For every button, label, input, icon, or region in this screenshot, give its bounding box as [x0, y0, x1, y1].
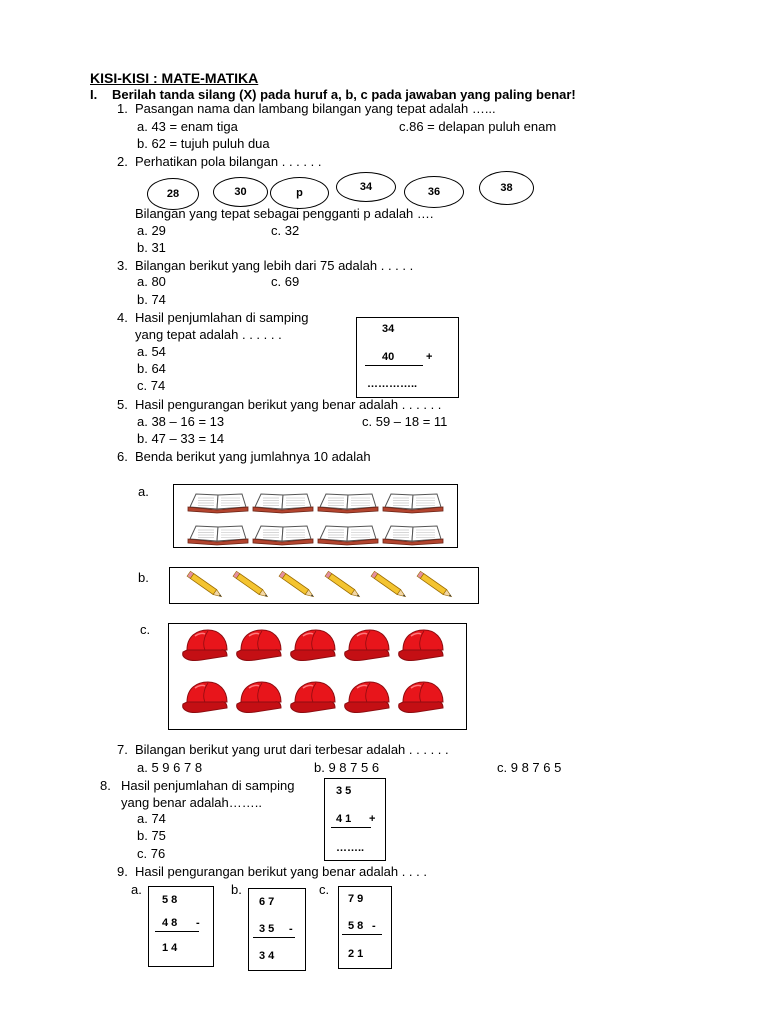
pattern-oval: p: [270, 177, 329, 209]
subtrahend: 5 8: [348, 920, 364, 932]
pattern-oval: 28: [147, 178, 199, 210]
red-cap-icon: [237, 682, 281, 713]
q1-option-c[interactable]: c.86 = delapan puluh enam: [399, 119, 557, 134]
book-icon: [318, 494, 378, 513]
subtraction-box-b: [248, 888, 306, 971]
plus-sign: +: [369, 813, 376, 825]
book-icon: [383, 526, 443, 545]
pencil-icon: [371, 571, 407, 599]
q4-option-b[interactable]: b. 64: [137, 361, 166, 376]
answer-dots: …………..: [367, 378, 418, 390]
red-cap-icon: [399, 630, 443, 661]
q1-text: Pasangan nama dan lambang bilangan yang tepat adalah …...: [135, 101, 496, 116]
q8-option-b[interactable]: b. 75: [137, 828, 166, 843]
difference: 1 4: [162, 942, 178, 954]
q9-text: Hasil pengurangan berikut yang benar adalah . . . .: [135, 864, 427, 879]
minuend: 6 7: [259, 896, 275, 908]
q4-option-c[interactable]: c. 74: [137, 378, 166, 393]
red-cap-icon: [345, 682, 389, 713]
addend-top: 3 5: [336, 785, 352, 797]
difference-line: [342, 934, 382, 935]
q7-option-a[interactable]: a. 5 9 6 7 8: [137, 760, 203, 775]
sum-line: [365, 365, 423, 366]
difference-line: [253, 937, 295, 938]
red-cap-icon: [237, 630, 281, 661]
q2-option-b[interactable]: b. 31: [137, 240, 166, 255]
q8-line1: Hasil penjumlahan di samping: [121, 778, 295, 793]
pencil-icon: [279, 571, 315, 599]
q4-number: 4.: [117, 310, 128, 325]
q6-option-a[interactable]: a.: [138, 484, 149, 499]
q9-option-c[interactable]: c.: [319, 882, 330, 897]
q5-option-a[interactable]: a. 38 – 16 = 13: [137, 414, 225, 429]
q7-option-c[interactable]: c. 9 8 7 6 5: [497, 760, 562, 775]
book-icon: [188, 494, 248, 513]
q9-option-a[interactable]: a.: [131, 882, 142, 897]
q5-option-c[interactable]: c. 59 – 18 = 11: [362, 414, 448, 429]
q2-option-c[interactable]: c. 32: [271, 223, 300, 238]
book-icon: [253, 494, 313, 513]
q3-text: Bilangan berikut yang lebih dari 75 adalah . . . . .: [135, 258, 414, 273]
q6-number: 6.: [117, 449, 128, 464]
pencil-icon: [233, 571, 269, 599]
q2-number: 2.: [117, 154, 128, 169]
q3-option-c[interactable]: c. 69: [271, 274, 300, 289]
minus-sign: -: [372, 920, 376, 932]
q9-number: 9.: [117, 864, 128, 879]
answer-dots: ……..: [336, 842, 365, 854]
q9-option-b[interactable]: b.: [231, 882, 242, 897]
difference-line: [155, 931, 199, 932]
q8-line2: yang benar adalah……..: [121, 795, 262, 810]
q3-option-b[interactable]: b. 74: [137, 292, 166, 307]
pencil-icon: [325, 571, 361, 599]
q6-option-b[interactable]: b.: [138, 570, 149, 585]
q1-option-b[interactable]: b. 62 = tujuh puluh dua: [137, 136, 270, 151]
book-icon: [318, 526, 378, 545]
q4-option-a[interactable]: a. 54: [137, 344, 166, 359]
plus-sign: +: [426, 351, 433, 363]
red-cap-icon: [345, 630, 389, 661]
pattern-oval: 30: [213, 177, 268, 207]
pencil-icon: [187, 571, 223, 599]
books-group: [174, 485, 459, 549]
red-cap-icon: [183, 630, 227, 661]
q7-option-b[interactable]: b. 9 8 7 5 6: [314, 760, 380, 775]
pattern-oval: 36: [404, 176, 464, 208]
book-icon: [383, 494, 443, 513]
pencils-group: [170, 568, 480, 605]
sum-line: [331, 827, 371, 828]
pencils-box: [169, 567, 479, 604]
red-cap-icon: [291, 682, 335, 713]
q7-number: 7.: [117, 742, 128, 757]
red-cap-icon: [291, 630, 335, 661]
minuend: 7 9: [348, 893, 364, 905]
subtraction-box-c: [338, 886, 392, 969]
pattern-oval: 38: [479, 171, 534, 205]
q5-option-b[interactable]: b. 47 – 33 = 14: [137, 431, 225, 446]
q3-number: 3.: [117, 258, 128, 273]
addition-box: [356, 317, 459, 398]
q2-option-a[interactable]: a. 29: [137, 223, 166, 238]
q5-number: 5.: [117, 397, 128, 412]
minuend: 5 8: [162, 894, 178, 906]
addend-bottom: 40: [382, 351, 395, 363]
difference: 3 4: [259, 950, 275, 962]
q4-line1: Hasil penjumlahan di samping: [135, 310, 309, 325]
book-icon: [188, 526, 248, 545]
q3-option-a[interactable]: a. 80: [137, 274, 166, 289]
caps-group: [169, 624, 468, 731]
subtrahend: 3 5: [259, 923, 275, 935]
q2-text: Perhatikan pola bilangan . . . . . .: [135, 154, 322, 169]
q8-option-c[interactable]: c. 76: [137, 846, 166, 861]
pencil-icon: [417, 571, 453, 599]
instruction: Berilah tanda silang (X) pada huruf a, b, c pada jawaban yang paling benar!: [112, 87, 576, 102]
q1-option-a[interactable]: a. 43 = enam tiga: [137, 119, 238, 134]
q8-number: 8.: [100, 778, 111, 793]
q7-text: Bilangan berikut yang urut dari terbesar adalah . . . . . .: [135, 742, 449, 757]
caps-box: [168, 623, 467, 730]
minus-sign: -: [196, 917, 200, 929]
minus-sign: -: [289, 923, 293, 935]
q6-text: Benda berikut yang jumlahnya 10 adalah: [135, 449, 371, 464]
book-icon: [253, 526, 313, 545]
red-cap-icon: [399, 682, 443, 713]
subtraction-box-a: [148, 886, 214, 967]
difference: 2 1: [348, 948, 364, 960]
subtrahend: 4 8: [162, 917, 178, 929]
books-box: [173, 484, 458, 548]
section-label: I.: [90, 87, 98, 102]
addend-top: 34: [382, 323, 395, 335]
q1-number: 1.: [117, 101, 128, 116]
pattern-oval: 34: [336, 172, 396, 202]
page-title: KISI-KISI : MATE-MATIKA: [90, 70, 259, 86]
addend-bottom: 4 1: [336, 813, 352, 825]
q6-option-c[interactable]: c.: [140, 622, 151, 637]
addition-box: [324, 778, 386, 861]
q4-line2: yang tepat adalah . . . . . .: [135, 327, 282, 342]
red-cap-icon: [183, 682, 227, 713]
q2-prompt: Bilangan yang tepat sebagai pengganti p adalah ….: [135, 206, 434, 221]
q8-option-a[interactable]: a. 74: [137, 811, 166, 826]
q5-text: Hasil pengurangan berikut yang benar adalah . . . . . .: [135, 397, 442, 412]
